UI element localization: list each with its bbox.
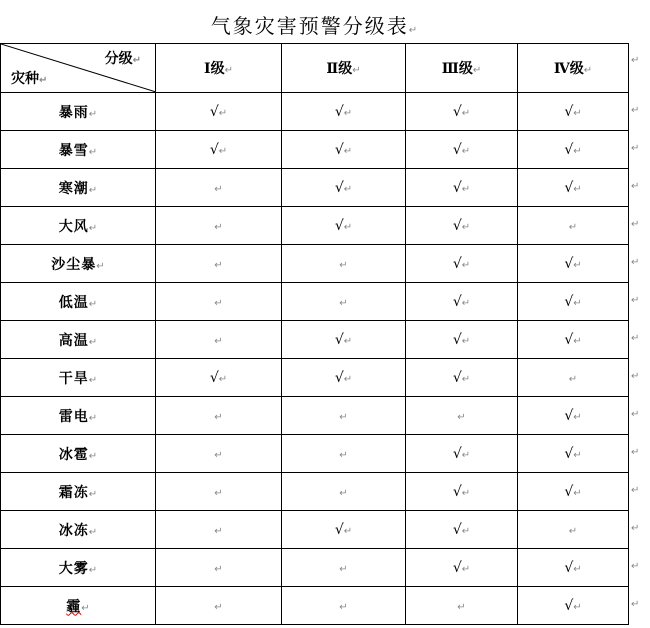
level-3-cell[interactable] [406,549,518,587]
check-mark: √ [452,103,462,120]
paragraph-mark-icon: ↵ [461,373,471,385]
paragraph-mark-icon: ↵ [573,335,582,347]
paragraph-mark-icon: ↵ [214,183,223,195]
hazard-type-cell[interactable] [1,169,156,207]
paragraph-mark-icon: ↵ [573,107,582,119]
check-mark: √ [334,331,344,348]
level-3-cell[interactable] [406,245,518,283]
hazard-type-cell[interactable] [1,207,156,245]
level-2-cell[interactable] [282,397,406,435]
header-level-2[interactable]: Ⅱ级↵ [282,44,406,93]
paragraph-mark-icon: ↵ [339,449,348,461]
check-mark: √ [209,103,219,120]
paragraph-mark-icon: ↵ [461,525,471,537]
level-3-cell[interactable] [406,93,518,131]
hazard-type-cell[interactable] [1,511,156,549]
level-2-cell[interactable] [282,245,406,283]
table-row [1,435,629,473]
check-mark: √ [564,407,574,424]
hazard-type-label: 冰雹 [58,446,89,463]
level-2-cell[interactable] [282,511,406,549]
level-2-cell[interactable] [282,473,406,511]
level-3-cell[interactable] [406,587,518,625]
check-mark: √ [209,369,219,386]
paragraph-mark-icon: ↵ [343,183,353,195]
level-2-cell[interactable] [282,549,406,587]
check-mark: √ [452,141,462,158]
table-row [1,245,629,283]
check-mark: √ [452,445,462,462]
check-mark: √ [452,217,462,234]
paragraph-mark-icon: ↵ [461,563,471,575]
hazard-type-cell[interactable] [1,359,156,397]
level-3-cell[interactable] [406,473,518,511]
paragraph-mark-icon: ↵ [408,25,420,36]
level-1-cell[interactable] [156,207,282,245]
hazard-type-label: 高温 [58,332,89,349]
check-mark: √ [564,103,574,120]
table-row [1,131,629,169]
paragraph-mark-icon: ↵ [214,449,223,461]
corner-type-label: 灾种↵ [11,71,48,87]
paragraph-mark-icon: ↵ [343,107,353,119]
paragraph-mark-icon: ↵ [457,601,466,613]
row-end-mark-icon: ↵ [631,447,640,458]
level-1-cell[interactable] [156,321,282,359]
paragraph-mark-icon: ↵ [88,108,98,120]
check-mark: √ [452,483,462,500]
hazard-type-cell[interactable] [1,397,156,435]
row-end-marks [631,43,647,624]
level-4-cell[interactable] [518,207,629,245]
paragraph-mark-icon: ↵ [573,411,582,423]
paragraph-mark-icon: ↵ [218,373,228,385]
hazard-type-cell[interactable] [1,131,156,169]
hazard-type-label: 霜冻 [58,484,89,501]
row-end-mark-icon: ↵ [631,333,640,344]
row-end-mark-icon: ↵ [631,257,640,268]
level-3-cell[interactable] [406,511,518,549]
paragraph-mark-icon: ↵ [568,221,578,233]
header-level-4[interactable]: Ⅳ级↵ [518,44,629,93]
level-1-cell[interactable] [156,397,282,435]
paragraph-mark-icon: ↵ [96,260,105,272]
paragraph-mark-icon: ↵ [214,525,223,537]
level-4-cell[interactable] [518,511,629,549]
paragraph-mark-icon: ↵ [339,297,348,309]
level-1-cell[interactable] [156,587,282,625]
hazard-type-label: 冰冻 [58,522,89,539]
level-3-cell[interactable] [406,321,518,359]
level-2-cell[interactable] [282,321,406,359]
paragraph-mark-icon: ↵ [573,259,582,271]
level-1-cell[interactable] [156,359,282,397]
check-mark: √ [334,103,344,120]
paragraph-mark-icon: ↵ [214,563,223,575]
level-3-cell[interactable] [406,131,518,169]
hazard-type-cell[interactable] [1,435,156,473]
paragraph-mark-icon: ↵ [343,335,353,347]
paragraph-mark-icon: ↵ [88,450,98,462]
level-1-cell[interactable] [156,169,282,207]
check-mark: √ [564,597,574,614]
level-4-cell[interactable] [518,435,629,473]
row-end-mark-icon: ↵ [631,561,640,572]
hazard-type-label: 干旱 [58,370,89,387]
check-mark: √ [334,521,344,538]
title-text: 气象灾害预警分级表 [210,14,409,38]
paragraph-mark-icon: ↵ [214,411,223,423]
paragraph-mark-icon: ↵ [81,602,90,614]
level-3-cell[interactable] [406,397,518,435]
paragraph-mark-icon: ↵ [343,145,353,157]
check-mark: √ [452,369,462,386]
row-end-mark-icon: ↵ [631,295,640,306]
check-mark: √ [564,255,574,272]
check-mark: √ [564,559,574,576]
check-mark: √ [564,483,574,500]
hazard-type-cell[interactable] [1,321,156,359]
level-4-cell[interactable] [518,321,629,359]
paragraph-mark-icon: ↵ [343,525,353,537]
document-title [0,10,630,39]
paragraph-mark-icon: ↵ [573,183,582,195]
paragraph-mark-icon: ↵ [88,412,98,424]
level-4-cell[interactable] [518,359,629,397]
paragraph-mark-icon: ↵ [461,221,471,233]
paragraph-mark-icon: ↵ [461,107,471,119]
table-row [1,549,629,587]
check-mark: √ [564,331,574,348]
paragraph-mark-icon: ↵ [457,411,466,423]
paragraph-mark-icon: ↵ [214,259,223,271]
paragraph-mark-icon: ↵ [88,184,98,196]
level-4-cell[interactable] [518,587,629,625]
level-2-cell[interactable] [282,169,406,207]
paragraph-mark-icon: ↵ [568,525,578,537]
level-3-cell[interactable] [406,207,518,245]
level-4-cell[interactable] [518,131,629,169]
hazard-type-cell[interactable] [1,587,156,625]
row-end-mark-icon: ↵ [631,55,640,66]
hazard-type-label: 寒潮 [58,180,89,197]
paragraph-mark-icon: ↵ [88,298,98,310]
level-2-cell[interactable] [282,359,406,397]
paragraph-mark-icon: ↵ [214,335,223,347]
hazard-type-cell[interactable] [1,93,156,131]
level-2-cell[interactable] [282,283,406,321]
level-1-cell[interactable] [156,93,282,131]
row-end-mark-icon: ↵ [631,371,640,382]
hazard-type-cell[interactable] [1,549,156,587]
check-mark: √ [564,293,574,310]
paragraph-mark-icon: ↵ [461,449,471,461]
check-mark: √ [452,521,462,538]
row-end-mark-icon: ↵ [631,143,640,154]
level-1-cell[interactable] [156,435,282,473]
level-3-cell[interactable] [406,435,518,473]
level-1-cell[interactable] [156,473,282,511]
paragraph-mark-icon: ↵ [573,297,582,309]
paragraph-mark-icon: ↵ [214,601,223,613]
hazard-type-label: 低温 [58,294,89,311]
level-3-cell[interactable] [406,283,518,321]
hazard-type-label: 雷电 [58,408,89,425]
level-3-cell[interactable] [406,359,518,397]
level-3-cell[interactable] [406,169,518,207]
level-4-cell[interactable] [518,397,629,435]
paragraph-mark-icon: ↵ [573,601,582,613]
corner-level-label: 分级↵ [104,51,141,67]
row-end-mark-icon: ↵ [631,219,640,230]
level-4-cell[interactable] [518,473,629,511]
table-row [1,359,629,397]
paragraph-mark-icon: ↵ [461,259,471,271]
check-mark: √ [334,141,344,158]
level-1-cell[interactable] [156,511,282,549]
hazard-type-label: 暴雨 [58,104,89,121]
paragraph-mark-icon: ↵ [461,145,471,157]
check-mark: √ [334,217,344,234]
level-2-cell[interactable] [282,207,406,245]
level-4-cell[interactable] [518,549,629,587]
paragraph-mark-icon: ↵ [88,146,98,158]
level-4-cell[interactable] [518,93,629,131]
paragraph-mark-icon: ↵ [573,145,582,157]
paragraph-mark-icon: ↵ [218,107,228,119]
level-1-cell[interactable] [156,245,282,283]
paragraph-mark-icon: ↵ [343,373,353,385]
paragraph-mark-icon: ↵ [343,221,353,233]
hazard-type-cell[interactable] [1,473,156,511]
table-row [1,321,629,359]
hazard-type-label: 大风 [58,218,89,235]
row-end-mark-icon: ↵ [631,485,640,496]
table-row [1,93,629,131]
paragraph-mark-icon: ↵ [568,373,578,385]
hazard-type-label: 霾 [66,598,82,615]
check-mark: √ [452,179,462,196]
corner-header-cell[interactable] [1,44,156,93]
level-1-cell[interactable] [156,131,282,169]
level-2-cell[interactable] [282,435,406,473]
header-level-3[interactable]: Ⅲ级↵ [406,44,518,93]
level-4-cell[interactable] [518,245,629,283]
paragraph-mark-icon: ↵ [461,487,471,499]
hazard-type-label: 暴雪 [58,142,89,159]
hazard-type-label: 沙尘暴 [51,256,97,273]
paragraph-mark-icon: ↵ [88,336,98,348]
paragraph-mark-icon: ↵ [573,487,582,499]
paragraph-mark-icon: ↵ [88,222,98,234]
paragraph-mark-icon: ↵ [573,563,582,575]
check-mark: √ [334,369,344,386]
hazard-type-cell[interactable] [1,283,156,321]
row-end-mark-icon: ↵ [631,523,640,534]
paragraph-mark-icon: ↵ [214,487,223,499]
table-row [1,283,629,321]
table-row [1,473,629,511]
hazard-type-cell[interactable] [1,245,156,283]
level-1-cell[interactable] [156,549,282,587]
paragraph-mark-icon: ↵ [339,259,348,271]
paragraph-mark-icon: ↵ [88,564,98,576]
paragraph-mark-icon: ↵ [88,374,98,386]
paragraph-mark-icon: ↵ [339,487,348,499]
level-4-cell[interactable] [518,283,629,321]
paragraph-mark-icon: ↵ [573,449,582,461]
warning-level-table [0,43,629,625]
paragraph-mark-icon: ↵ [218,145,228,157]
level-1-cell[interactable] [156,283,282,321]
check-mark: √ [564,445,574,462]
paragraph-mark-icon: ↵ [339,601,348,613]
check-mark: √ [452,559,462,576]
level-2-cell[interactable] [282,131,406,169]
check-mark: √ [452,331,462,348]
hazard-type-label: 大雾 [58,560,89,577]
paragraph-mark-icon: ↵ [461,183,471,195]
paragraph-mark-icon: ↵ [214,221,223,233]
paragraph-mark-icon: ↵ [339,563,348,575]
level-2-cell[interactable] [282,93,406,131]
check-mark: √ [564,141,574,158]
row-end-mark-icon: ↵ [631,181,640,192]
table-row [1,511,629,549]
paragraph-mark-icon: ↵ [339,411,348,423]
check-mark: √ [452,293,462,310]
check-mark: √ [564,179,574,196]
table-row [1,207,629,245]
row-end-mark-icon: ↵ [631,599,640,610]
check-mark: √ [209,141,219,158]
level-2-cell[interactable] [282,587,406,625]
header-level-1[interactable]: Ⅰ级↵ [156,44,282,93]
table-header-row [1,44,629,93]
paragraph-mark-icon: ↵ [88,488,98,500]
table-row [1,397,629,435]
paragraph-mark-icon: ↵ [461,335,471,347]
row-end-mark-icon: ↵ [631,409,640,420]
paragraph-mark-icon: ↵ [88,526,98,538]
table-row [1,169,629,207]
level-4-cell[interactable] [518,169,629,207]
row-end-mark-icon: ↵ [631,105,640,116]
warning-level-table-wrapper [0,43,629,625]
table-row [1,587,629,625]
paragraph-mark-icon: ↵ [461,297,471,309]
paragraph-mark-icon: ↵ [214,297,223,309]
check-mark: √ [334,179,344,196]
check-mark: √ [452,255,462,272]
